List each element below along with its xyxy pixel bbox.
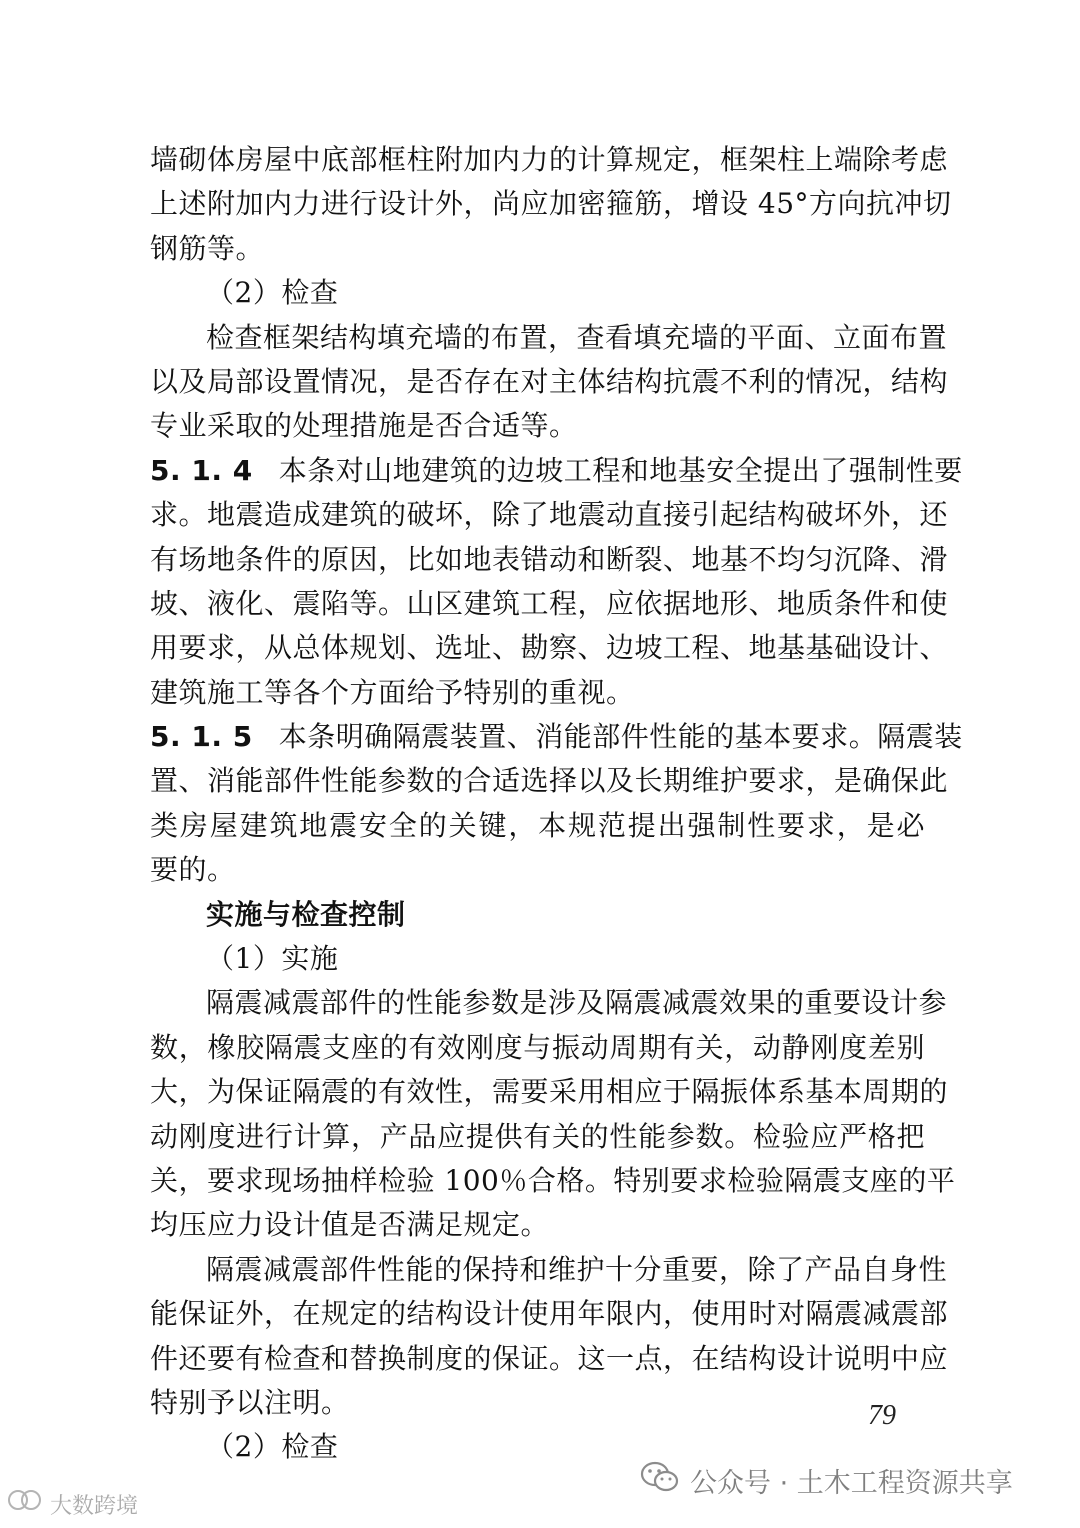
text-line: 动刚度进行计算，产品应提供有关的性能参数。检验应严格把 [150, 1119, 925, 1153]
text-line: 墙砌体房屋中底部框柱附加内力的计算规定，框架柱上端除考虑 [150, 143, 949, 176]
heading-implementation-control: 实施与检查控制 [206, 897, 406, 931]
text-line: 以及局部设置情况，是否存在对主体结构抗震不利的情况，结构 [150, 364, 949, 398]
text-line: 建筑施工等各个方面给予特别的重视。 [150, 675, 635, 709]
text-line: 特别予以注明。 [150, 1385, 350, 1419]
text-line: 坡、液化、震陷等。山区建筑工程，应依据地形、地质条件和使 [150, 586, 949, 620]
clause-number: 5. 1. 4 [150, 453, 253, 487]
text-line: 检查框架结构填充墙的布置，查看填充墙的平面、立面布置 [206, 320, 948, 354]
text-line: 隔震减震部件性能的保持和维护十分重要，除了产品自身性 [206, 1252, 948, 1286]
text-line: 用要求，从总体规划、选址、勘察、边坡工程、地基基础设计、 [150, 631, 949, 665]
clause-text: 本条对山地建筑的边坡工程和地基安全提出了强制性要 [278, 453, 963, 487]
text-line: 大，为保证隔震的有效性，需要采用相应于隔振体系基本周期的 [150, 1075, 949, 1109]
text-line: 求。地震造成建筑的破坏，除了地震动直接引起结构破坏外，还 [150, 498, 949, 532]
subheading-check: （2）检查 [206, 1430, 339, 1464]
text-line: 有场地条件的原因，比如地表错动和断裂、地基不均匀沉降、滑 [150, 542, 949, 576]
wechat-watermark [640, 1460, 1013, 1500]
text-line: 隔震减震部件的性能参数是涉及隔震减震效果的重要设计参 [206, 986, 948, 1020]
text-line: 要的。 [150, 853, 236, 887]
clause-number: 5. 1. 5 [150, 720, 253, 754]
text-line: 专业采取的处理措施是否合适等。 [150, 409, 578, 443]
text-line: 置、消能部件性能参数的合适选择以及长期维护要求，是确保此 [150, 764, 949, 798]
text-line: 数，橡胶隔震支座的有效刚度与振动周期有关，动静刚度差别 [150, 1030, 925, 1064]
clause-text: 本条明确隔震装置、消能部件性能的基本要求。隔震装 [278, 720, 963, 754]
text-line: 上述附加内力进行设计外，尚应加密箍筋，增设 45°方向抗冲切 [150, 187, 952, 221]
page-number: 79 [868, 1400, 896, 1431]
text-line: 类房屋建筑地震安全的关键，本规范提出强制性要求，是必 [150, 808, 925, 842]
text-line: 关，要求现场抽样检验 100％合格。特别要求检验隔震支座的平 [150, 1163, 956, 1197]
text-line: 均压应力设计值是否满足规定。 [150, 1208, 550, 1242]
corner-watermark [6, 1487, 138, 1521]
body-text [150, 138, 963, 1470]
corner-label: 大数跨境 [50, 1493, 139, 1519]
subheading-check: （2）检查 [206, 276, 339, 310]
chat-bubble-icon [6, 1486, 50, 1522]
clause-5-1-5 [150, 715, 963, 759]
text-line: 能保证外，在规定的结构设计使用年限内，使用时对隔震减震部 [150, 1297, 949, 1331]
watermark-account: 公众号 · 土木工程资源共享 [690, 1467, 1013, 1499]
text-line: 件还要有检查和替换制度的保证。这一点，在结构设计说明中应 [150, 1341, 949, 1375]
wechat-icon [640, 1460, 690, 1501]
clause-5-1-4 [150, 449, 963, 493]
subheading-implement: （1）实施 [206, 942, 339, 976]
text-line: 钢筋等。 [150, 231, 265, 265]
